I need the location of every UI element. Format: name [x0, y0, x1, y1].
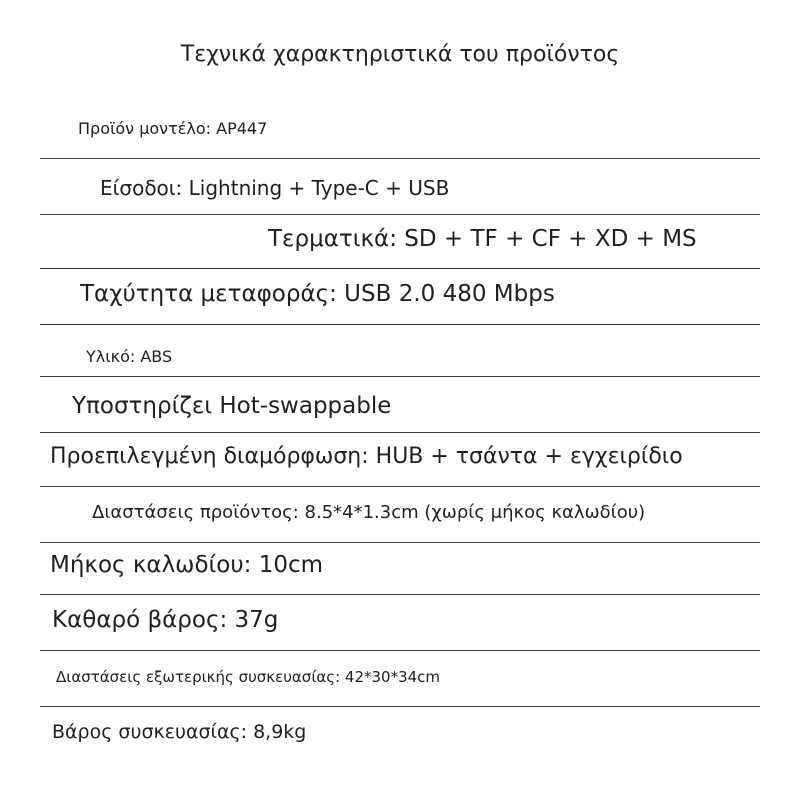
spec-hot-swappable: Υποστηρίζει Hot-swappable — [72, 393, 392, 419]
divider — [40, 324, 760, 325]
spec-package-weight: Βάρος συσκευασίας: 8,9kg — [52, 721, 307, 743]
spec-default-config: Προεπιλεγμένη διαμόρφωση: HUB + τσάντα + εγχειρίδιο — [50, 444, 683, 469]
spec-transfer-speed: Ταχύτητα μεταφοράς: USB 2.0 480 Mbps — [80, 281, 555, 307]
spec-package-dimensions: Διαστάσεις εξωτερικής συσκευασίας: 42*30*34cm — [56, 668, 441, 686]
divider — [40, 542, 760, 543]
divider — [40, 268, 760, 269]
page-title: Τεχνικά χαρακτηριστικά του προϊόντος — [180, 42, 620, 67]
spec-material: Υλικό: ABS — [86, 347, 173, 366]
divider — [40, 594, 760, 595]
spec-cable-length: Μήκος καλωδίου: 10cm — [50, 552, 324, 578]
divider — [40, 650, 760, 651]
divider — [40, 706, 760, 707]
spec-net-weight: Καθαρό βάρος: 37g — [52, 607, 279, 633]
divider — [40, 486, 760, 487]
spec-model: Προϊόν μοντέλο: AP447 — [78, 119, 268, 138]
divider — [40, 214, 760, 215]
divider — [40, 376, 760, 377]
spec-inputs: Είσοδοι: Lightning + Type-C + USB — [100, 176, 450, 200]
divider — [40, 158, 760, 159]
spec-terminals: Τερματικά: SD + TF + CF + XD + MS — [268, 226, 697, 252]
divider — [40, 432, 760, 433]
spec-product-dimensions: Διαστάσεις προϊόντος: 8.5*4*1.3cm (χωρίς μήκος καλωδίου) — [92, 502, 646, 523]
